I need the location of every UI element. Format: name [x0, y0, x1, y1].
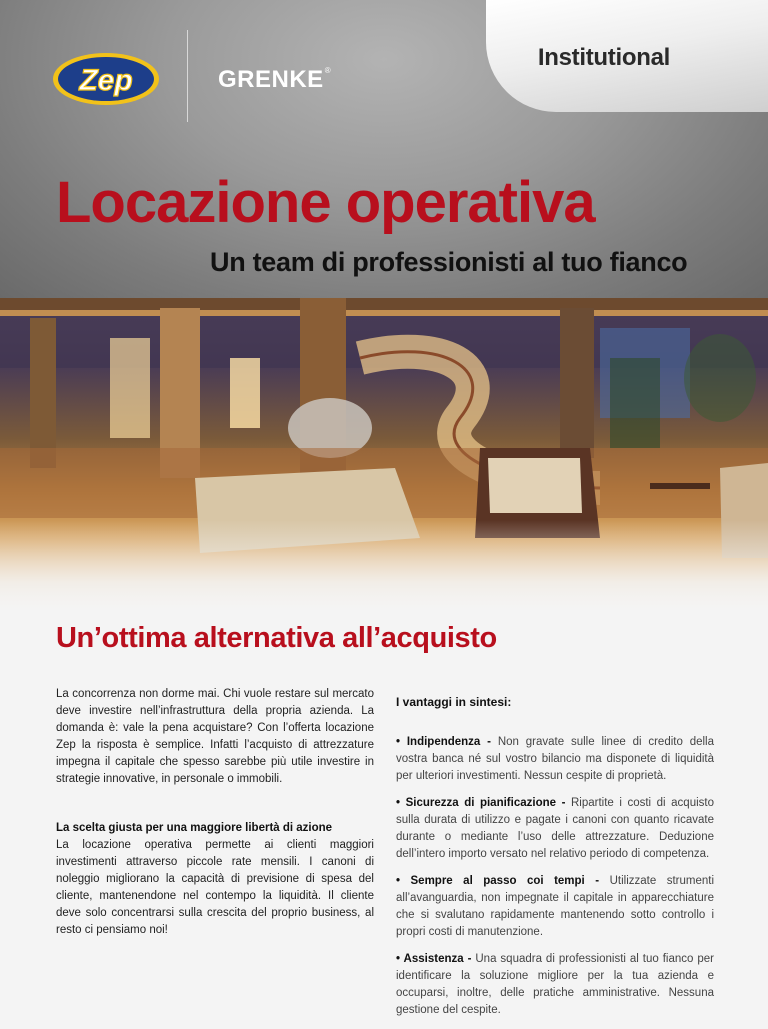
grenke-logo-text: GRENKE: [218, 66, 324, 93]
zep-logo: [52, 52, 160, 106]
spacer: [56, 788, 374, 820]
benefit-text: Utilizzate strumenti all’avanguardia, non impegnate il capitale in apparecchiature che si svalutano rapidamente mantenendo sotto controllo i propri costi di manutenzione.: [396, 875, 715, 938]
benefit-item: [396, 873, 714, 941]
page-title: Locazione operativa: [56, 170, 595, 235]
grenke-logo: [218, 66, 331, 94]
section-heading: Un’ottima alternativa all’acquisto: [56, 622, 497, 654]
sub-heading: La scelta giusta per una maggiore libertà di azione: [56, 822, 333, 834]
sub-paragraph: La locazione operativa permette ai clienti maggiori investimenti attraverso piccole rate mensili. I canoni di noleggio migliorano la capacità di previsione di spesa del cliente, mantenendone nel contempo la liquidità. Il cliente deve solo concentrarsi sulla crescita del proprio business, al resto ci pensiamo noi!: [56, 839, 374, 936]
zep-logo-text: Zep: [79, 64, 133, 97]
benefits-title: I vantaggi in sintesi:: [396, 695, 512, 709]
page-subtitle: Un team di professionisti al tuo fianco: [210, 247, 688, 277]
hotel-lobby-photo: [0, 298, 768, 610]
benefit-text: Ripartite i costi di acquisto sulla durata di utilizzo e pagate i canoni con quanto ricavate durante o mediante l’uso delle attrezzature. Deduzione dell’intero importo versato nel relativo periodo di competenza.: [396, 797, 714, 860]
right-column: [396, 694, 714, 1029]
benefit-title: • Indipendenza -: [396, 736, 491, 748]
benefit-title: • Sicurezza di pianificazione -: [396, 797, 566, 809]
logo-divider: [187, 30, 188, 122]
grenke-registered-mark: ®: [324, 66, 332, 75]
benefit-title: • Sempre al passo coi tempi -: [396, 875, 600, 887]
benefit-item: [396, 795, 714, 863]
photo-fade: [0, 520, 768, 610]
header: [0, 0, 768, 298]
benefit-item: [396, 734, 714, 785]
benefit-text: Non gravate sulle linee di credito della vostra banca né sul vostro bilancio ma disponete di liquidità per ulteriori investimenti. Nessun cespite di proprietà.: [396, 736, 714, 782]
tab-label: Institutional: [537, 44, 670, 71]
benefit-text: Una squadra di professionisti al tuo fianco per identificare la soluzione migliore per la tua azienda e occuparsi, inoltre, delle pratiche amministrative. Nessuna gestione del cespite.: [396, 953, 714, 1016]
intro-paragraph: La concorrenza non dorme mai. Chi vuole restare sul mercato deve investire nell’infrastruttura della propria azienda. La domanda è: vale la pena acquistare? Con l’offerta locazione Zep la risposta è semplice. Infatti l’acquisto di attrezzature impegna il capitale che spesso sarebbe più utile investire in strategie innovative, in personale o immobili.: [56, 688, 374, 785]
benefit-title: • Assistenza -: [396, 953, 472, 965]
institutional-tab: [486, 0, 768, 112]
left-column: [56, 686, 374, 939]
benefit-item: [396, 951, 714, 1019]
